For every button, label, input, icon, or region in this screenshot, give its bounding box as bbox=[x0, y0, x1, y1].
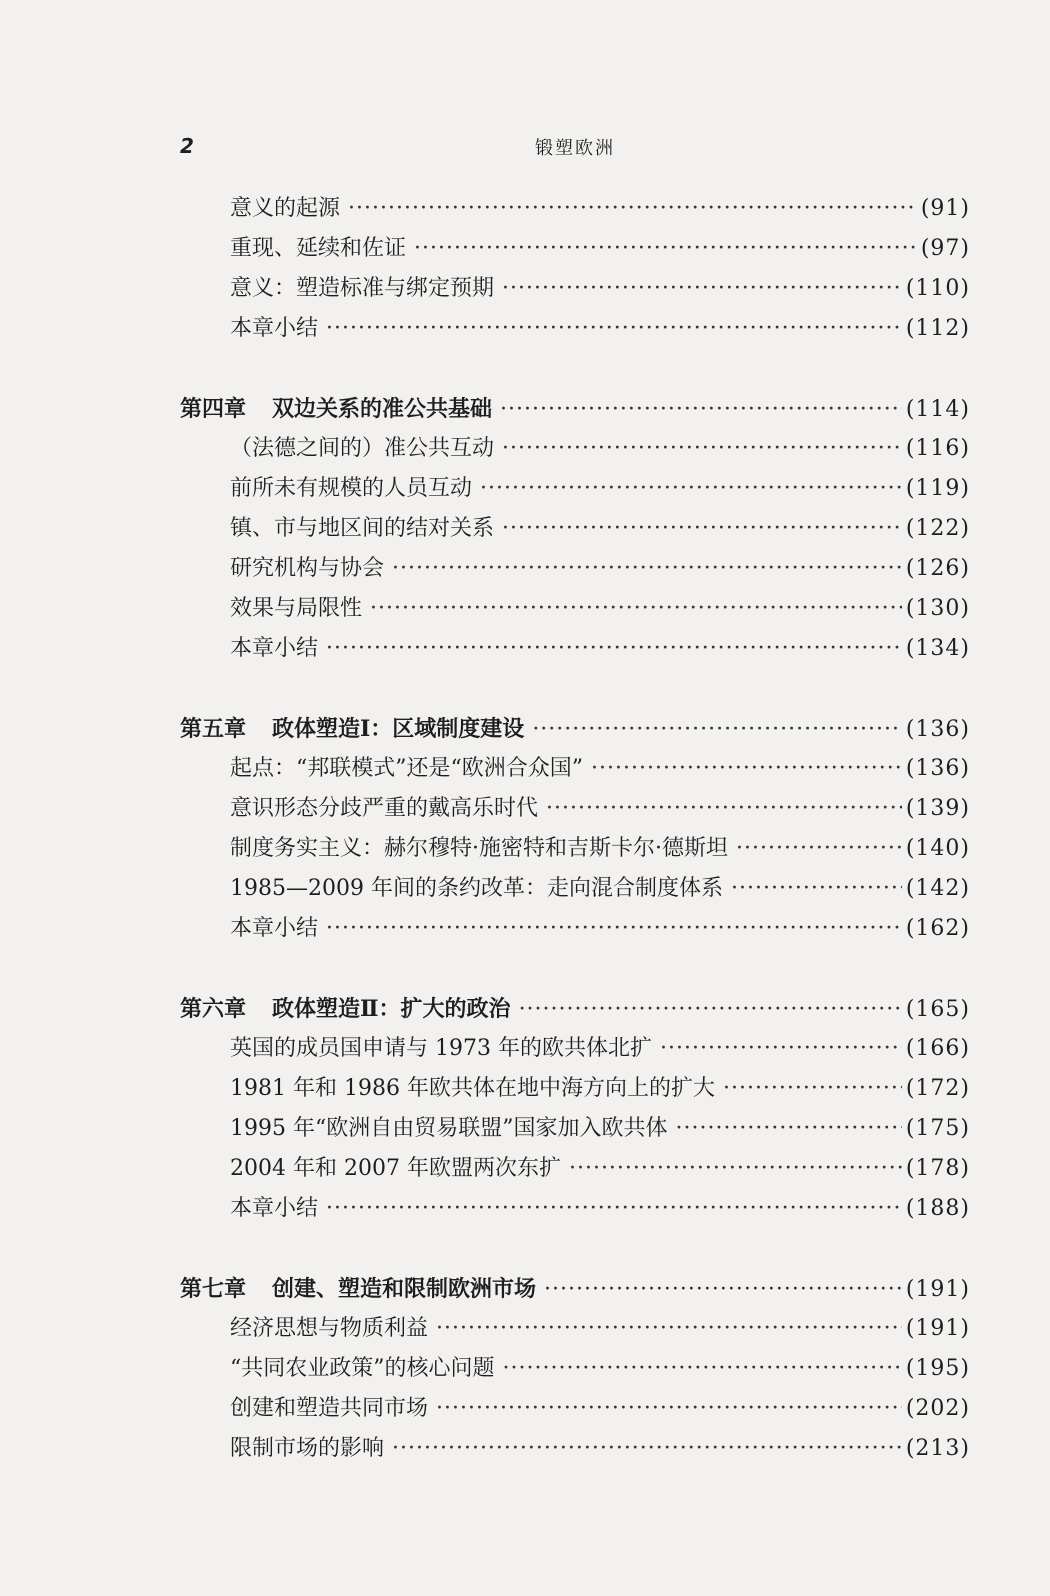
toc-entry[interactable] bbox=[180, 309, 970, 349]
toc-entry[interactable] bbox=[180, 1029, 970, 1069]
chapter-number: 第六章 bbox=[180, 996, 247, 1022]
chapter-page-number: (165) bbox=[905, 997, 970, 1022]
dot-leader bbox=[502, 429, 902, 469]
entry-page-number: (126) bbox=[905, 556, 970, 581]
entry-page-number: (213) bbox=[905, 1436, 970, 1461]
entry-title: （法德之间的）准公共互动 bbox=[230, 436, 495, 461]
toc-section bbox=[180, 709, 970, 949]
toc-section bbox=[180, 989, 970, 1229]
entry-title: 2004 年和 2007 年欧盟两次东扩 bbox=[230, 1156, 561, 1181]
entry-title: 效果与局限性 bbox=[230, 596, 363, 621]
chapter-page-number: (136) bbox=[905, 717, 970, 742]
entry-page-number: (166) bbox=[905, 1036, 970, 1061]
entry-title: 意义的起源 bbox=[230, 196, 341, 221]
toc-entry[interactable] bbox=[180, 1109, 970, 1149]
toc-entry[interactable] bbox=[180, 829, 970, 869]
entry-page-number: (162) bbox=[905, 916, 970, 941]
dot-leader bbox=[660, 1029, 902, 1069]
dot-leader bbox=[326, 1189, 902, 1229]
chapter-title-group bbox=[180, 389, 496, 429]
entry-page-number: (195) bbox=[905, 1356, 970, 1381]
dot-leader bbox=[436, 1309, 902, 1349]
chapter-heading[interactable] bbox=[180, 989, 970, 1029]
entry-title: 制度务实主义：赫尔穆特·施密特和吉斯卡尔·德斯坦 bbox=[230, 836, 728, 861]
toc-entry[interactable] bbox=[180, 469, 970, 509]
dot-leader bbox=[392, 549, 902, 589]
entry-page-number: (142) bbox=[905, 876, 970, 901]
entry-title: 镇、市与地区间的结对关系 bbox=[230, 516, 495, 541]
toc-entry[interactable] bbox=[180, 869, 970, 909]
dot-leader bbox=[480, 469, 902, 509]
toc-section bbox=[180, 389, 970, 669]
entry-page-number: (122) bbox=[905, 516, 970, 541]
entry-page-number: (191) bbox=[905, 1316, 970, 1341]
entry-page-number: (112) bbox=[905, 316, 970, 341]
chapter-heading[interactable] bbox=[180, 1269, 970, 1309]
entry-page-number: (130) bbox=[905, 596, 970, 621]
entry-title: 本章小结 bbox=[230, 916, 319, 941]
toc-section bbox=[180, 1269, 970, 1469]
chapter-title-group bbox=[180, 1269, 540, 1309]
chapter-heading[interactable] bbox=[180, 709, 970, 749]
toc-entry[interactable] bbox=[180, 1309, 970, 1349]
entry-page-number: (119) bbox=[905, 476, 970, 501]
entry-page-number: (91) bbox=[920, 196, 970, 221]
chapter-title: 政体塑造Ⅰ：区域制度建设 bbox=[272, 716, 525, 742]
toc-entry[interactable] bbox=[180, 269, 970, 309]
toc-entry[interactable] bbox=[180, 429, 970, 469]
dot-leader bbox=[326, 629, 902, 669]
entry-page-number: (188) bbox=[905, 1196, 970, 1221]
dot-leader bbox=[326, 909, 902, 949]
toc-entry[interactable] bbox=[180, 1189, 970, 1229]
entry-page-number: (172) bbox=[905, 1076, 970, 1101]
dot-leader bbox=[723, 1069, 902, 1109]
dot-leader bbox=[519, 990, 902, 1030]
entry-page-number: (97) bbox=[920, 236, 970, 261]
entry-title: 经济思想与物质利益 bbox=[230, 1316, 429, 1341]
dot-leader bbox=[500, 390, 902, 430]
toc-entry[interactable] bbox=[180, 789, 970, 829]
entry-title: 本章小结 bbox=[230, 636, 319, 661]
entry-title: 意识形态分歧严重的戴高乐时代 bbox=[230, 796, 539, 821]
running-title: 锻塑欧洲 bbox=[535, 138, 615, 159]
dot-leader bbox=[436, 1389, 902, 1429]
entry-title: 1995 年“欧洲自由贸易联盟”国家加入欧共体 bbox=[230, 1116, 668, 1141]
entry-page-number: (136) bbox=[905, 756, 970, 781]
entry-title: 本章小结 bbox=[230, 1196, 319, 1221]
entry-title: 研究机构与协会 bbox=[230, 556, 385, 581]
chapter-page-number: (191) bbox=[905, 1277, 970, 1302]
toc-section bbox=[180, 189, 970, 349]
dot-leader bbox=[591, 749, 902, 789]
dot-leader bbox=[326, 309, 902, 349]
dot-leader bbox=[392, 1429, 902, 1469]
dot-leader bbox=[569, 1149, 902, 1189]
chapter-title: 政体塑造Ⅱ：扩大的政治 bbox=[272, 996, 511, 1022]
chapter-heading[interactable] bbox=[180, 389, 970, 429]
dot-leader bbox=[544, 1270, 902, 1310]
entry-page-number: (175) bbox=[905, 1116, 970, 1141]
dot-leader bbox=[348, 189, 917, 229]
entry-title: 创建和塑造共同市场 bbox=[230, 1396, 429, 1421]
entry-page-number: (139) bbox=[905, 796, 970, 821]
toc-entry[interactable] bbox=[180, 509, 970, 549]
entry-page-number: (110) bbox=[905, 276, 970, 301]
toc-entry[interactable] bbox=[180, 589, 970, 629]
toc-entry[interactable] bbox=[180, 1389, 970, 1429]
toc-entry[interactable] bbox=[180, 1429, 970, 1469]
entry-title: 本章小结 bbox=[230, 316, 319, 341]
dot-leader bbox=[731, 869, 902, 909]
dot-leader bbox=[675, 1109, 901, 1149]
toc-entry[interactable] bbox=[180, 549, 970, 589]
toc-entry[interactable] bbox=[180, 749, 970, 789]
chapter-number: 第七章 bbox=[180, 1276, 247, 1302]
chapter-title-group bbox=[180, 709, 528, 749]
toc-entry[interactable] bbox=[180, 909, 970, 949]
entry-page-number: (178) bbox=[905, 1156, 970, 1181]
chapter-page-number: (114) bbox=[905, 397, 970, 422]
entry-page-number: (134) bbox=[905, 636, 970, 661]
entry-page-number: (116) bbox=[905, 436, 970, 461]
dot-leader bbox=[546, 789, 902, 829]
dot-leader bbox=[414, 229, 917, 269]
entry-title: 1981 年和 1986 年欧共体在地中海方向上的扩大 bbox=[230, 1076, 715, 1101]
toc-entry[interactable] bbox=[180, 629, 970, 669]
entry-title: 起点：“邦联模式”还是“欧洲合众国” bbox=[230, 756, 583, 781]
chapter-number: 第四章 bbox=[180, 396, 247, 422]
toc-entry[interactable] bbox=[180, 1349, 970, 1389]
dot-leader bbox=[532, 710, 902, 750]
page-header bbox=[180, 130, 970, 160]
chapter-title: 创建、塑造和限制欧洲市场 bbox=[272, 1276, 537, 1302]
toc-entry[interactable] bbox=[180, 1069, 970, 1109]
entry-title: 英国的成员国申请与 1973 年的欧共体北扩 bbox=[230, 1036, 652, 1061]
toc-entry[interactable] bbox=[180, 189, 970, 229]
entry-title: 重现、延续和佐证 bbox=[230, 236, 407, 261]
dot-leader bbox=[736, 829, 902, 869]
toc-entry[interactable] bbox=[180, 229, 970, 269]
entry-title: “共同农业政策”的核心问题 bbox=[230, 1356, 495, 1381]
toc-entry[interactable] bbox=[180, 1149, 970, 1189]
dot-leader bbox=[502, 269, 902, 309]
chapter-title-group bbox=[180, 989, 515, 1029]
entry-title: 意义：塑造标准与绑定预期 bbox=[230, 276, 495, 301]
table-of-contents bbox=[180, 189, 970, 1509]
dot-leader bbox=[502, 509, 902, 549]
dot-leader bbox=[370, 589, 902, 629]
entry-page-number: (202) bbox=[905, 1396, 970, 1421]
entry-title: 前所未有规模的人员互动 bbox=[230, 476, 473, 501]
chapter-title: 双边关系的准公共基础 bbox=[272, 396, 493, 422]
entry-page-number: (140) bbox=[905, 836, 970, 861]
entry-title: 限制市场的影响 bbox=[230, 1436, 385, 1461]
entry-title: 1985—2009 年间的条约改革：走向混合制度体系 bbox=[230, 876, 723, 901]
page-number: 2 bbox=[180, 134, 194, 158]
chapter-number: 第五章 bbox=[180, 716, 247, 742]
dot-leader bbox=[503, 1349, 902, 1389]
